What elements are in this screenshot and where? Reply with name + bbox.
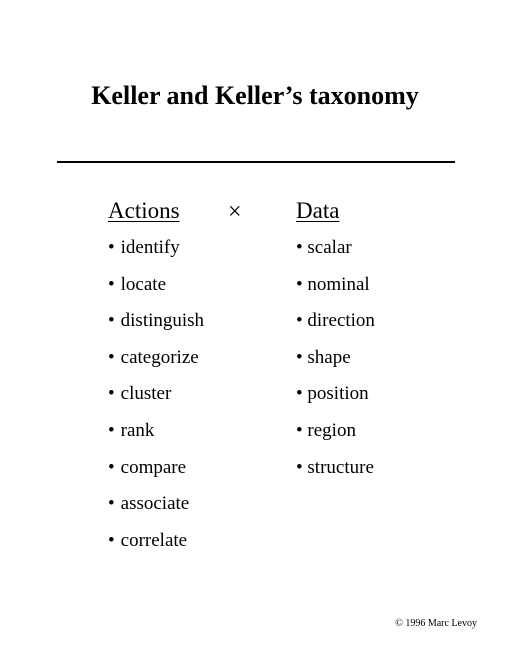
data-label: position (307, 383, 369, 405)
data-label: scalar (307, 237, 352, 258)
bullet: • (108, 237, 115, 258)
slide-title: Keller and Keller’s taxonomy (91, 81, 419, 110)
list-item (108, 382, 204, 419)
bullet: • (296, 456, 303, 478)
action-label: rank (120, 419, 155, 441)
action-label: cluster (120, 383, 172, 405)
data-label: region (307, 419, 356, 441)
list-item (296, 346, 375, 383)
action-label: categorize (120, 346, 199, 368)
bullet: • (108, 383, 115, 405)
bullet: • (108, 346, 115, 368)
data-label: structure (307, 456, 374, 478)
action-label: locate (120, 273, 167, 295)
bullet: • (108, 529, 115, 551)
data-label: shape (307, 346, 351, 368)
list-item (296, 236, 375, 273)
data-list (296, 236, 375, 492)
list-item (108, 309, 204, 346)
data-column-header: Data (296, 198, 340, 223)
bullet: • (296, 273, 303, 295)
action-label: distinguish (120, 310, 205, 332)
bullet: • (108, 456, 115, 478)
title-rule (57, 161, 455, 163)
bullet: • (296, 419, 303, 441)
actions-column-header: Actions (108, 198, 180, 223)
list-item (296, 309, 375, 346)
times-operator: × (228, 199, 242, 225)
list-item (296, 382, 375, 419)
data-label: nominal (307, 273, 370, 295)
list-item (108, 236, 204, 273)
action-label: associate (120, 493, 190, 515)
actions-list (108, 236, 204, 565)
list-item (296, 273, 375, 310)
bullet: • (296, 310, 303, 332)
list-item (108, 529, 204, 566)
copyright-footer: © 1996 Marc Levoy (395, 618, 477, 629)
list-item (108, 492, 204, 529)
data-label: direction (307, 310, 375, 332)
list-item (296, 456, 375, 493)
list-item (108, 419, 204, 456)
bullet: • (108, 419, 115, 441)
action-label: compare (120, 456, 187, 478)
action-label: correlate (120, 529, 188, 551)
list-item (108, 346, 204, 383)
bullet: • (108, 493, 115, 515)
list-item (296, 419, 375, 456)
action-label: identify (120, 237, 180, 258)
list-item (108, 273, 204, 310)
bullet: • (296, 383, 303, 405)
bullet: • (296, 237, 303, 258)
list-item (108, 456, 204, 493)
bullet: • (296, 346, 303, 368)
bullet: • (108, 273, 115, 295)
bullet: • (108, 310, 115, 332)
